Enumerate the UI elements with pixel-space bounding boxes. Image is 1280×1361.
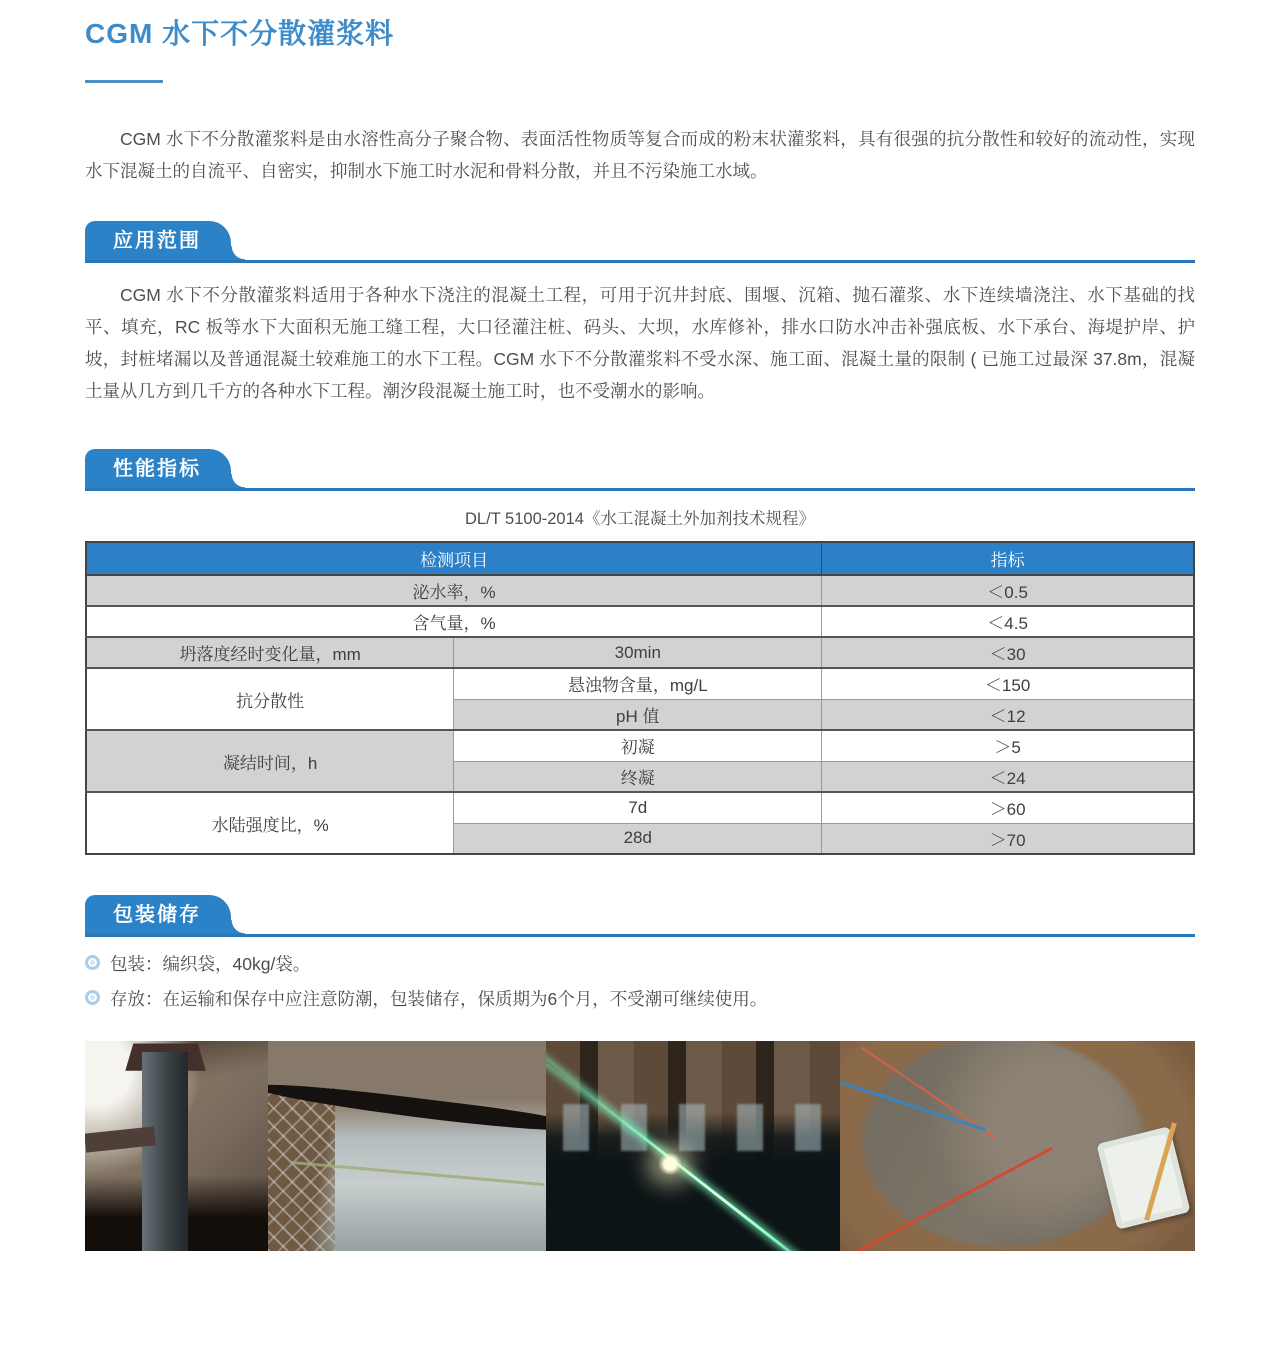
- table-header-row: [86, 542, 1194, 575]
- cell-strength-sub2: 28d: [454, 823, 822, 854]
- cell-setting-label: 凝结时间，h: [86, 730, 454, 792]
- table-row-slump: [86, 637, 1194, 668]
- cell-antidispersion-value2: ＜12: [822, 699, 1194, 730]
- table-row-bleeding: [86, 575, 1194, 606]
- red-cable-shape: [840, 1147, 1053, 1251]
- cell-bleeding-label: 泌水率，%: [86, 575, 822, 606]
- cell-setting-sub2: 终凝: [454, 761, 822, 792]
- photo-pile-crack-closeup: [268, 1041, 546, 1251]
- intro-paragraph: CGM 水下不分散灌浆料是由水溶性高分子聚合物、表面活性物质等复合而成的粉末状灌浆料，具有很强的抗分散性和较好的流动性，实现水下混凝土的自流平、自密实，抑制水下施工时水泥和骨料分散，并且不污染施工水域。: [85, 129, 1195, 182]
- mesh-fence-shape: [268, 1088, 335, 1252]
- photo-pile-under-structure: [85, 1041, 268, 1251]
- cell-strength-label: 水陆强度比，%: [86, 792, 454, 854]
- pile-caps-shape: [563, 1104, 822, 1150]
- cell-air-value: ＜4.5: [822, 606, 1194, 637]
- cell-strength-value1: ＞60: [822, 792, 1194, 823]
- cell-slump-sub: 30min: [454, 637, 822, 668]
- cell-bleeding-value: ＜0.5: [822, 575, 1194, 606]
- packaging-section-header: [85, 895, 1195, 937]
- page-title: CGM 水下不分散灌浆料: [85, 18, 395, 49]
- packaging-list: [85, 951, 1195, 1013]
- performance-section-tab: 性能指标: [85, 449, 231, 488]
- title-underline: [85, 80, 163, 83]
- white-tray-shape: [1097, 1126, 1191, 1230]
- cell-air-label: 含气量，%: [86, 606, 822, 637]
- photo-night-piers-laser: [546, 1041, 840, 1251]
- application-paragraph: CGM 水下不分散灌浆料适用于各种水下浇注的混凝土工程，可用于沉井封底、围堰、沉箱、抛石灌浆、水下连续墙浇注、水下基础的找平、填充，RC 板等水下大面积无施工缝工程，大口径灌注桩、码头、大坝，水库修补，排水口防水冲击补强底板、水下承台、海堤护岸、护坡，封桩堵漏以及普通混凝土较难施工的水下工程。CGM 水下不分散灌浆料不受水深、施工面、混凝土量的限制 ( 已施工过最深 37.8m，混凝土量从几方到几千方的各种水下工程。潮汐段混凝土施工时，也不受潮水的影响。: [85, 285, 1195, 402]
- bottom-whitespace: [85, 1251, 1195, 1361]
- performance-table: [85, 541, 1195, 855]
- table-header-item: 检测项目: [86, 542, 822, 575]
- cell-setting-value1: ＞5: [822, 730, 1194, 761]
- application-section-tab: 应用范围: [85, 221, 231, 260]
- cell-strength-value2: ＞70: [822, 823, 1194, 854]
- cell-antidispersion-value1: ＜150: [822, 668, 1194, 699]
- list-item: [85, 986, 1195, 1013]
- cell-setting-value2: ＜24: [822, 761, 1194, 792]
- blue-cable-shape: [840, 1080, 986, 1131]
- storage-item-text: 存放：在运输和保存中应注意防潮，包装储存，保质期为6个月，不受潮可继续使用。: [110, 989, 768, 1010]
- document-page: [0, 12, 1280, 1361]
- photo-caisson-pit-overhead: [840, 1041, 1195, 1251]
- ring-bullet-icon: [85, 990, 100, 1005]
- table-header-index: 指标: [822, 542, 1194, 575]
- pipe-shape: [142, 1052, 188, 1252]
- packaging-section-tab: 包装储存: [85, 895, 231, 934]
- project-photo-strip: [85, 1041, 1195, 1251]
- table-row-air: [86, 606, 1194, 637]
- table-row-antidispersion-1: [86, 668, 1194, 699]
- cell-slump-value: ＜30: [822, 637, 1194, 668]
- cell-antidispersion-sub2: pH 值: [454, 699, 822, 730]
- packaging-item-text: 包装：编织袋，40kg/袋。: [110, 954, 311, 975]
- application-section-header: [85, 221, 1195, 263]
- table-row-strength-1: [86, 792, 1194, 823]
- list-item: [85, 951, 1195, 978]
- light-spot-shape: [657, 1153, 683, 1175]
- performance-section-header: [85, 449, 1195, 491]
- laser-line-shape: [546, 1050, 840, 1252]
- cell-setting-sub1: 初凝: [454, 730, 822, 761]
- cell-strength-sub1: 7d: [454, 792, 822, 823]
- cell-slump-label: 坍落度经时变化量，mm: [86, 637, 454, 668]
- cell-antidispersion-label: 抗分散性: [86, 668, 454, 730]
- cell-antidispersion-sub1: 悬浊物含量，mg/L: [454, 668, 822, 699]
- ring-bullet-icon: [85, 955, 100, 970]
- table-row-setting-1: [86, 730, 1194, 761]
- standard-reference: DL/T 5100-2014《水工混凝土外加剂技术规程》: [465, 510, 815, 529]
